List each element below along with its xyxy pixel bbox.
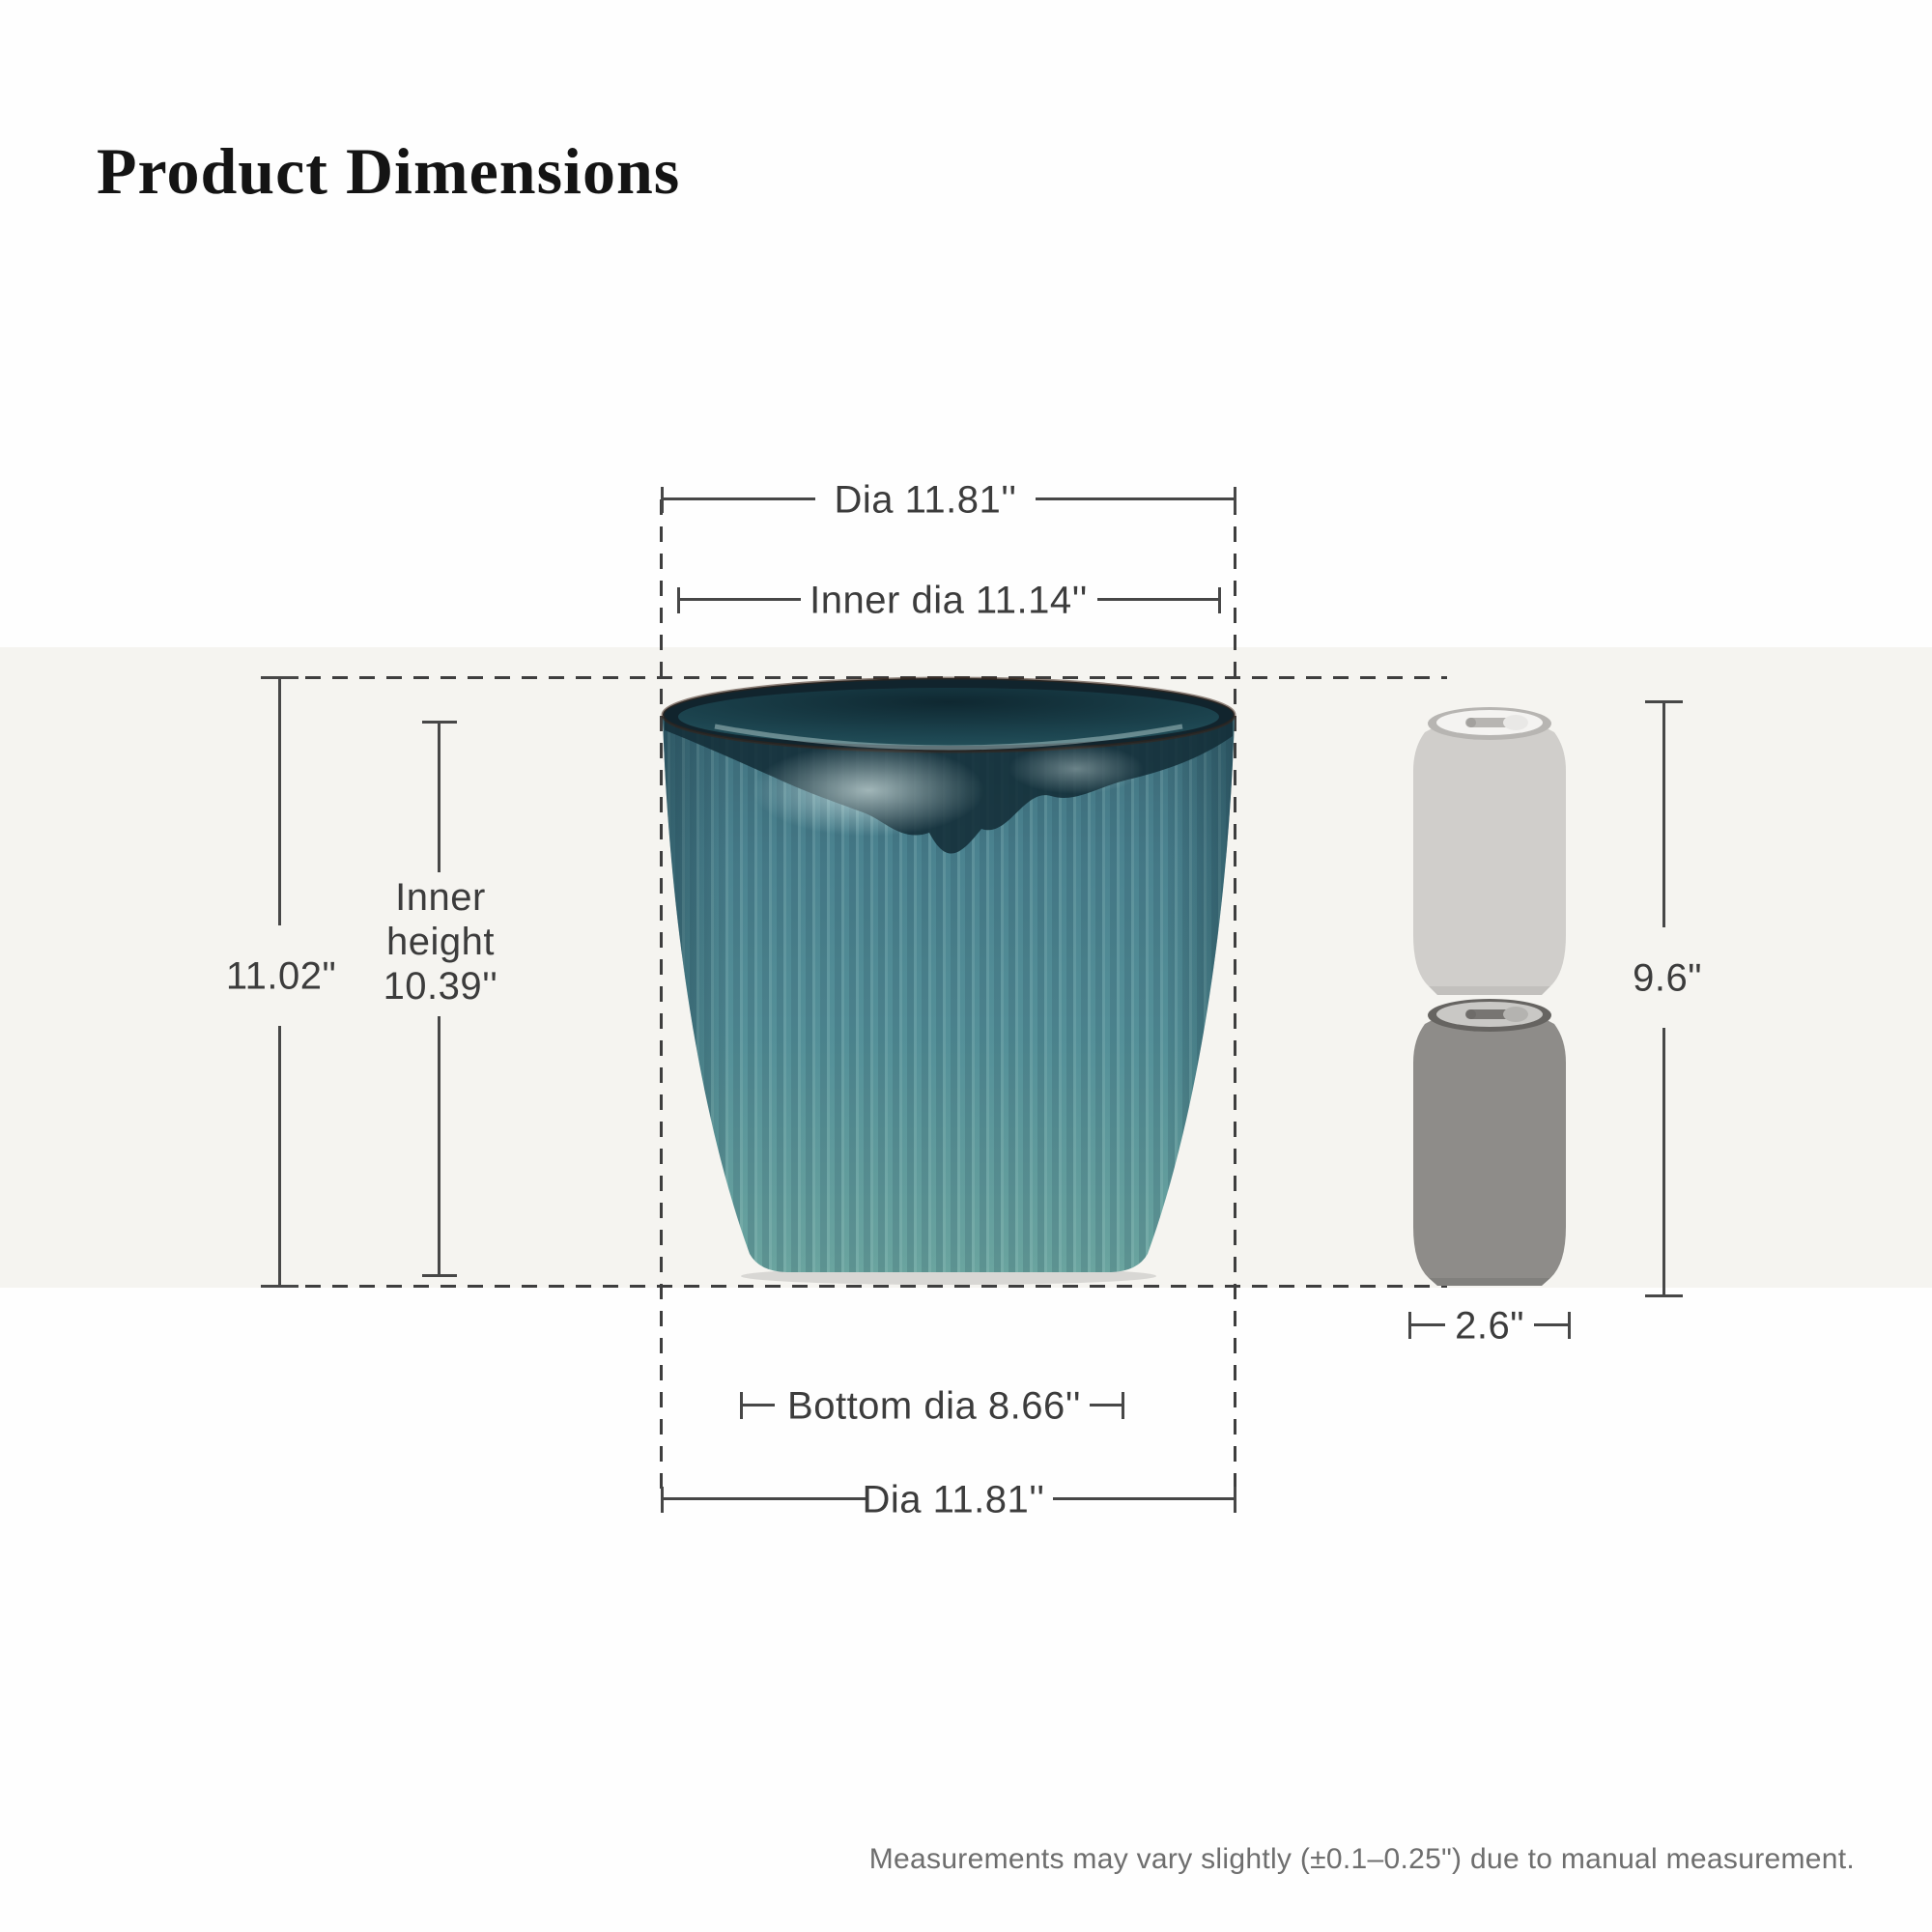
dim-inner-height-label-line2: height: [386, 921, 495, 963]
soda-can-bottom: [1413, 999, 1566, 1286]
dim-bottom-outer-dia-label: Dia 11.81'': [862, 1478, 1045, 1521]
dim-bottom-dia-right-tick: [1122, 1392, 1124, 1419]
dim-inner-height-label: [384, 875, 498, 1009]
dim-can-width-right-tick: [1568, 1312, 1571, 1339]
dim-height-lower-line: [278, 1026, 281, 1288]
dim-top-dia-left-line: [661, 497, 815, 500]
planter-image: [661, 676, 1236, 1287]
dim-top-dia-right-line: [1036, 497, 1236, 500]
soda-can-top: [1413, 707, 1566, 995]
dim-inner-dia-right-line: [1097, 598, 1221, 601]
dim-can-height-upper-line: [1662, 703, 1665, 927]
dim-bottom-outer-dia-right-tick: [1234, 1487, 1236, 1513]
dim-height-label: 11.02": [225, 954, 337, 998]
dim-top-dia-right-tick: [1234, 487, 1236, 513]
dim-bottom-outer-dia-left-line: [661, 1497, 866, 1500]
dim-height-upper-line: [278, 678, 281, 925]
dim-bottom-dia-right-line: [1090, 1404, 1124, 1406]
dim-height-bottom-tick: [261, 1285, 298, 1288]
dim-inner-height-upper-line: [438, 724, 440, 872]
dim-can-width-left-line: [1408, 1323, 1445, 1326]
dim-inner-dia-right-tick: [1218, 587, 1221, 613]
dim-inner-height-label-line1: Inner: [395, 876, 486, 919]
dim-inner-height-lower-line: [438, 1016, 440, 1277]
dim-bottom-outer-dia-right-line: [1053, 1497, 1236, 1500]
dim-can-height-bottom-tick: [1645, 1294, 1683, 1297]
dim-can-width-right-line: [1534, 1323, 1571, 1326]
measurement-disclaimer: Measurements may vary slightly (±0.1–0.25") due to manual measurement.: [868, 1843, 1855, 1875]
dim-bottom-dia-label: Bottom dia 8.66'': [787, 1384, 1081, 1428]
dim-bottom-dia-left-line: [740, 1404, 775, 1406]
page-title: Product Dimensions: [97, 133, 681, 208]
soda-can-stack-image: [1407, 703, 1572, 1287]
dim-inner-height-label-line3: 10.39'': [383, 965, 498, 1008]
dim-inner-height-bottom-tick: [422, 1274, 457, 1277]
dim-can-width-label: 2.6": [1455, 1304, 1524, 1348]
dim-top-dia-label: Dia 11.81'': [834, 478, 1017, 522]
planter-cavity: [678, 688, 1219, 746]
dim-can-height-label: 9.6": [1633, 956, 1702, 1000]
dim-can-height-lower-line: [1662, 1028, 1665, 1296]
dim-inner-dia-left-line: [677, 598, 801, 601]
dim-inner-dia-label: Inner dia 11.14'': [810, 579, 1088, 622]
